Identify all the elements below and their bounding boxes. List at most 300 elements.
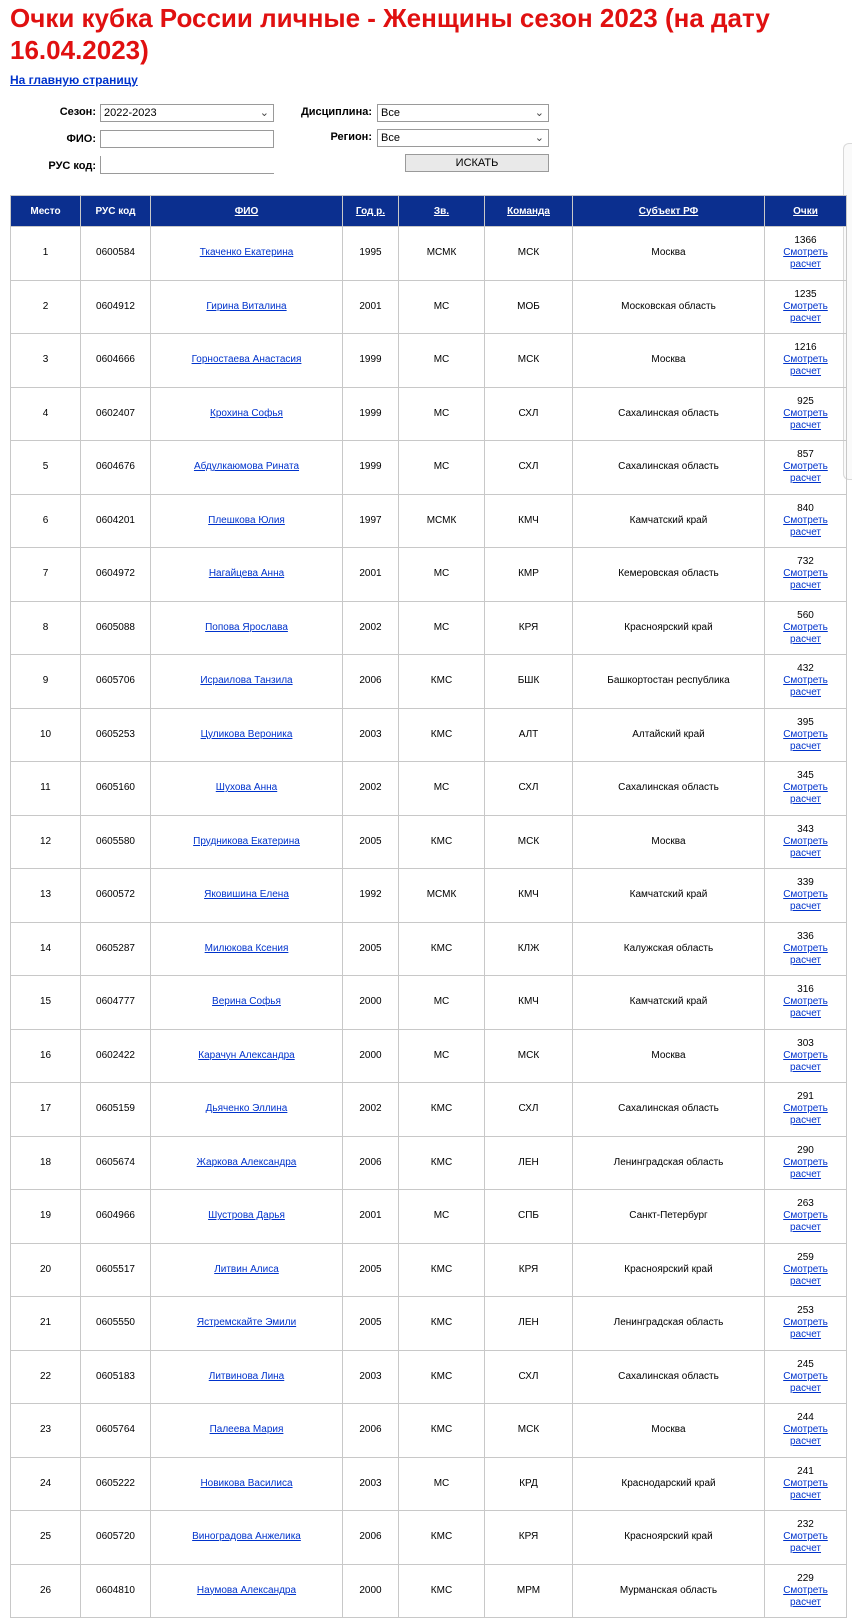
points-value: 253	[797, 1305, 814, 1317]
rus-code-label: РУС код:	[48, 160, 96, 172]
cell-place: 26	[11, 1564, 81, 1618]
cell-place: 18	[11, 1136, 81, 1190]
cell-region: Краснодарский край	[573, 1457, 765, 1511]
header-place: Место	[11, 196, 81, 227]
cell-place: 12	[11, 815, 81, 869]
table-row	[11, 1029, 847, 1083]
cell-place: 15	[11, 976, 81, 1030]
cell-fio	[151, 494, 343, 548]
cell-points	[765, 1029, 847, 1083]
table-row	[11, 548, 847, 602]
cell-region: Ленинградская область	[573, 1136, 765, 1190]
view-calc-link[interactable]: Смотреть расчет	[783, 621, 828, 645]
points-value: 1366	[794, 235, 817, 247]
cell-points	[765, 387, 847, 441]
athlete-name-link[interactable]: Ткаченко Екатерина	[199, 247, 294, 259]
view-calc-link[interactable]: Смотреть расчет	[783, 889, 828, 913]
cell-place: 3	[11, 334, 81, 388]
athlete-name-link[interactable]: Верина Софья	[212, 996, 281, 1008]
cell-points	[765, 280, 847, 334]
home-link[interactable]: На главную страницу	[10, 73, 138, 87]
cell-points	[765, 1564, 847, 1618]
cell-region: Красноярский край	[573, 601, 765, 655]
cell-region: Москва	[573, 227, 765, 281]
cell-fio	[151, 1029, 343, 1083]
table-row	[11, 1083, 847, 1137]
cell-rus-code: 0602407	[81, 387, 151, 441]
cell-rus-code: 0605550	[81, 1297, 151, 1351]
cell-rank: МСМК	[399, 869, 485, 923]
athlete-name-link[interactable]: Милюкова Ксения	[204, 942, 289, 954]
cell-year: 2005	[343, 1297, 399, 1351]
view-calc-link[interactable]: Смотреть расчет	[783, 1156, 828, 1180]
cell-rank: КМС	[399, 922, 485, 976]
header-region-sort[interactable]: Субъект РФ	[573, 196, 765, 227]
cell-points	[765, 1190, 847, 1244]
cell-fio	[151, 334, 343, 388]
cell-region: Калужская область	[573, 922, 765, 976]
cell-year: 1995	[343, 227, 399, 281]
cell-team: МСК	[485, 1404, 573, 1458]
points-value: 336	[797, 930, 814, 942]
cell-rank: КМС	[399, 1511, 485, 1565]
cell-points	[765, 976, 847, 1030]
cell-region: Сахалинская область	[573, 762, 765, 816]
athlete-name-link[interactable]: Горностаева Анастасия	[191, 354, 302, 366]
cell-region: Башкортостан республика	[573, 655, 765, 709]
table-row	[11, 227, 847, 281]
cell-region: Москва	[573, 815, 765, 869]
cell-points	[765, 1297, 847, 1351]
view-calc-link[interactable]: Смотреть расчет	[783, 407, 828, 431]
cell-rank: МС	[399, 976, 485, 1030]
header-team-sort[interactable]: Команда	[485, 196, 573, 227]
cell-fio	[151, 976, 343, 1030]
chevron-down-icon: ⌄	[534, 132, 544, 144]
points-value: 232	[797, 1519, 814, 1531]
cell-place: 17	[11, 1083, 81, 1137]
view-calc-link[interactable]: Смотреть расчет	[783, 835, 828, 859]
header-rank-sort[interactable]: Зв.	[399, 196, 485, 227]
cell-rank: МС	[399, 1457, 485, 1511]
cell-rank: МС	[399, 387, 485, 441]
cell-rank: МС	[399, 280, 485, 334]
points-value: 925	[797, 395, 814, 407]
cell-points	[765, 548, 847, 602]
points-value: 291	[797, 1091, 814, 1103]
cell-region: Красноярский край	[573, 1243, 765, 1297]
view-calc-link[interactable]: Смотреть расчет	[783, 1531, 828, 1555]
discipline-select[interactable]	[377, 104, 549, 122]
cell-place: 11	[11, 762, 81, 816]
cell-year: 2001	[343, 548, 399, 602]
athlete-name-link[interactable]: Исраилова Танзила	[200, 675, 293, 687]
table-row	[11, 655, 847, 709]
cell-place: 4	[11, 387, 81, 441]
cell-place: 8	[11, 601, 81, 655]
cell-place: 21	[11, 1297, 81, 1351]
view-calc-link[interactable]: Смотреть расчет	[783, 514, 828, 538]
table-row	[11, 1564, 847, 1618]
cell-region: Алтайский край	[573, 708, 765, 762]
cell-rank: МС	[399, 762, 485, 816]
cell-year: 2005	[343, 1243, 399, 1297]
cell-points	[765, 655, 847, 709]
cell-rank: КМС	[399, 1564, 485, 1618]
cell-points	[765, 441, 847, 495]
view-calc-link[interactable]: Смотреть расчет	[783, 1317, 828, 1341]
view-calc-link[interactable]: Смотреть расчет	[783, 1370, 828, 1394]
season-select[interactable]	[100, 104, 274, 122]
cell-points	[765, 1457, 847, 1511]
header-year-sort[interactable]: Год р.	[343, 196, 399, 227]
cell-rus-code: 0605674	[81, 1136, 151, 1190]
cell-rus-code: 0604777	[81, 976, 151, 1030]
cell-region: Камчатский край	[573, 869, 765, 923]
athlete-name-link[interactable]: Яковишина Елена	[204, 889, 289, 901]
region-select[interactable]	[377, 129, 549, 147]
cell-fio	[151, 1083, 343, 1137]
cell-points	[765, 227, 847, 281]
cell-region: Москва	[573, 1404, 765, 1458]
cell-rank: МС	[399, 1190, 485, 1244]
view-calc-link[interactable]: Смотреть расчет	[783, 1424, 828, 1448]
cell-place: 16	[11, 1029, 81, 1083]
table-row	[11, 869, 847, 923]
cell-fio	[151, 922, 343, 976]
cell-place: 9	[11, 655, 81, 709]
view-calc-link[interactable]: Смотреть расчет	[783, 568, 828, 592]
header-points-sort[interactable]: Очки	[765, 196, 847, 227]
cell-year: 2003	[343, 1457, 399, 1511]
cell-points	[765, 762, 847, 816]
cell-rus-code: 0605088	[81, 601, 151, 655]
cell-team: МСК	[485, 815, 573, 869]
cell-year: 2006	[343, 655, 399, 709]
cell-rank: МС	[399, 441, 485, 495]
cell-points	[765, 1404, 847, 1458]
cell-team: КРЯ	[485, 601, 573, 655]
header-fio-sort[interactable]: ФИО	[151, 196, 343, 227]
cell-fio	[151, 441, 343, 495]
discipline-value: Все	[381, 107, 400, 119]
points-value: 345	[797, 770, 814, 782]
season-label: Сезон:	[59, 106, 96, 118]
page-title: Очки кубка России личные - Женщины сезон 2023 (на дату 16.04.2023)	[10, 3, 770, 65]
points-value: 343	[797, 823, 814, 835]
cell-place: 5	[11, 441, 81, 495]
points-value: 432	[797, 663, 814, 675]
cell-fio	[151, 1404, 343, 1458]
cell-rank: МС	[399, 601, 485, 655]
cell-fio	[151, 655, 343, 709]
region-value: Все	[381, 132, 400, 144]
cell-rank: КМС	[399, 1243, 485, 1297]
table-row	[11, 922, 847, 976]
cell-points	[765, 869, 847, 923]
athlete-name-link[interactable]: Виноградова Анжелика	[192, 1531, 301, 1543]
view-calc-link[interactable]: Смотреть расчет	[783, 247, 828, 271]
athlete-name-link[interactable]: Шухова Анна	[215, 782, 278, 794]
athlete-name-link[interactable]: Шустрова Дарья	[208, 1210, 285, 1222]
cell-region: Камчатский край	[573, 976, 765, 1030]
cell-year: 2006	[343, 1136, 399, 1190]
cell-region: Мурманская область	[573, 1564, 765, 1618]
points-value: 857	[797, 449, 814, 461]
cell-rus-code: 0604972	[81, 548, 151, 602]
search-button[interactable]: ИСКАТЬ	[405, 154, 549, 172]
cell-place: 7	[11, 548, 81, 602]
cell-fio	[151, 869, 343, 923]
cell-year: 2000	[343, 1029, 399, 1083]
view-calc-link[interactable]: Смотреть расчет	[783, 354, 828, 378]
cell-points	[765, 1350, 847, 1404]
view-calc-link[interactable]: Смотреть расчет	[783, 675, 828, 699]
fio-input[interactable]	[100, 130, 274, 148]
view-calc-link[interactable]: Смотреть расчет	[783, 996, 828, 1020]
cell-points	[765, 1083, 847, 1137]
athlete-name-link[interactable]: Палеева Мария	[209, 1424, 284, 1436]
cell-place: 25	[11, 1511, 81, 1565]
cell-team: МСК	[485, 334, 573, 388]
cell-place: 24	[11, 1457, 81, 1511]
cell-year: 2003	[343, 708, 399, 762]
cell-fio	[151, 1350, 343, 1404]
cell-place: 2	[11, 280, 81, 334]
view-calc-link[interactable]: Смотреть расчет	[783, 1103, 828, 1127]
cell-points	[765, 708, 847, 762]
view-calc-link[interactable]: Смотреть расчет	[783, 1210, 828, 1234]
table-row	[11, 334, 847, 388]
region-label: Регион:	[330, 131, 372, 143]
cell-year: 2001	[343, 1190, 399, 1244]
cell-year: 2002	[343, 762, 399, 816]
cell-region: Московская область	[573, 280, 765, 334]
view-calc-link[interactable]: Смотреть расчет	[783, 728, 828, 752]
cell-year: 2000	[343, 976, 399, 1030]
cell-fio	[151, 1190, 343, 1244]
cell-rank: КМС	[399, 655, 485, 709]
athlete-name-link[interactable]: Прудникова Екатерина	[193, 835, 300, 847]
cell-rank: КМС	[399, 708, 485, 762]
cell-team: СХЛ	[485, 387, 573, 441]
cell-rus-code: 0605720	[81, 1511, 151, 1565]
cell-points	[765, 494, 847, 548]
cell-year: 1999	[343, 441, 399, 495]
cell-rus-code: 0605253	[81, 708, 151, 762]
athlete-name-link[interactable]: Плешкова Юлия	[208, 514, 285, 526]
cell-team: КМР	[485, 548, 573, 602]
points-value: 244	[797, 1412, 814, 1424]
cell-fio	[151, 1243, 343, 1297]
cell-rus-code: 0605160	[81, 762, 151, 816]
table-row	[11, 815, 847, 869]
cell-place: 23	[11, 1404, 81, 1458]
table-row	[11, 1297, 847, 1351]
cell-points	[765, 922, 847, 976]
cell-year: 2005	[343, 815, 399, 869]
points-value: 290	[797, 1144, 814, 1156]
chevron-down-icon: ⌄	[534, 107, 544, 119]
cell-rus-code: 0602422	[81, 1029, 151, 1083]
view-calc-link[interactable]: Смотреть расчет	[783, 782, 828, 806]
athlete-name-link[interactable]: Наумова Александра	[196, 1584, 297, 1596]
chevron-down-icon: ⌄	[259, 107, 269, 119]
cell-team: МРМ	[485, 1564, 573, 1618]
cell-fio	[151, 815, 343, 869]
cell-rus-code: 0600584	[81, 227, 151, 281]
view-calc-link[interactable]: Смотреть расчет	[783, 1263, 828, 1287]
view-calc-link[interactable]: Смотреть расчет	[783, 1477, 828, 1501]
cell-rus-code: 0605159	[81, 1083, 151, 1137]
points-value: 316	[797, 984, 814, 996]
athlete-name-link[interactable]: Абдулкаюмова Рината	[193, 461, 300, 473]
points-value: 259	[797, 1251, 814, 1263]
cell-region: Сахалинская область	[573, 1083, 765, 1137]
cell-year: 2003	[343, 1350, 399, 1404]
cell-fio	[151, 708, 343, 762]
cell-points	[765, 334, 847, 388]
cell-region: Санкт-Петербург	[573, 1190, 765, 1244]
cell-fio	[151, 762, 343, 816]
cell-rank: МС	[399, 334, 485, 388]
cell-rank: МСМК	[399, 494, 485, 548]
cell-place: 1	[11, 227, 81, 281]
view-calc-link[interactable]: Смотреть расчет	[783, 300, 828, 324]
cell-rus-code: 0604676	[81, 441, 151, 495]
table-row	[11, 762, 847, 816]
athlete-name-link[interactable]: Цуликова Вероника	[200, 728, 293, 740]
points-value: 1235	[794, 288, 817, 300]
view-calc-link[interactable]: Смотреть расчет	[783, 942, 828, 966]
points-value: 303	[797, 1037, 814, 1049]
cell-region: Сахалинская область	[573, 387, 765, 441]
table-row	[11, 280, 847, 334]
cell-points	[765, 1511, 847, 1565]
cell-rank: КМС	[399, 1083, 485, 1137]
cell-place: 22	[11, 1350, 81, 1404]
cell-rank: МС	[399, 1029, 485, 1083]
cell-team: КМЧ	[485, 869, 573, 923]
fio-label: ФИО:	[66, 133, 96, 145]
cell-rus-code: 0605287	[81, 922, 151, 976]
athlete-name-link[interactable]: Гирина Виталина	[206, 300, 287, 312]
athlete-name-link[interactable]: Жаркова Александра	[196, 1156, 297, 1168]
cell-year: 1999	[343, 387, 399, 441]
athlete-name-link[interactable]: Литвинова Лина	[208, 1370, 285, 1382]
view-calc-link[interactable]: Смотреть расчет	[783, 461, 828, 485]
rus-code-input[interactable]	[100, 156, 274, 174]
cell-fio	[151, 387, 343, 441]
cell-place: 19	[11, 1190, 81, 1244]
athlete-name-link[interactable]: Крохина Софья	[210, 407, 283, 419]
table-row	[11, 441, 847, 495]
cell-points	[765, 1243, 847, 1297]
cell-team: КРЯ	[485, 1243, 573, 1297]
table-row	[11, 1190, 847, 1244]
points-value: 840	[797, 502, 814, 514]
table-row	[11, 708, 847, 762]
cell-year: 2005	[343, 922, 399, 976]
cell-rus-code: 0605706	[81, 655, 151, 709]
table-row	[11, 1511, 847, 1565]
cell-region: Москва	[573, 334, 765, 388]
cell-fio	[151, 227, 343, 281]
table-row	[11, 494, 847, 548]
table-row	[11, 601, 847, 655]
athlete-name-link[interactable]: Ястремскайте Эмили	[196, 1317, 297, 1329]
points-value: 229	[797, 1572, 814, 1584]
cell-rus-code: 0605764	[81, 1404, 151, 1458]
cell-team: ЛЕН	[485, 1297, 573, 1351]
view-calc-link[interactable]: Смотреть расчет	[783, 1049, 828, 1073]
cell-fio	[151, 1511, 343, 1565]
cell-rank: МС	[399, 548, 485, 602]
cell-fio	[151, 548, 343, 602]
athlete-name-link[interactable]: Попова Ярослава	[205, 621, 288, 633]
cell-rus-code: 0604201	[81, 494, 151, 548]
cell-place: 20	[11, 1243, 81, 1297]
athlete-name-link[interactable]: Нагайцева Анна	[208, 568, 285, 580]
cell-region: Сахалинская область	[573, 1350, 765, 1404]
cell-place: 10	[11, 708, 81, 762]
cell-team: КМЧ	[485, 976, 573, 1030]
table-row	[11, 1457, 847, 1511]
cell-region: Кемеровская область	[573, 548, 765, 602]
cell-fio	[151, 1457, 343, 1511]
cell-team: СХЛ	[485, 1083, 573, 1137]
table-row	[11, 1243, 847, 1297]
cell-year: 2002	[343, 1083, 399, 1137]
cell-rank: КМС	[399, 1136, 485, 1190]
cell-fio	[151, 280, 343, 334]
cell-region: Сахалинская область	[573, 441, 765, 495]
athlete-name-link[interactable]: Карачун Александра	[198, 1049, 295, 1061]
table-row	[11, 1404, 847, 1458]
cell-points	[765, 601, 847, 655]
points-value: 560	[797, 609, 814, 621]
cell-team: БШК	[485, 655, 573, 709]
cell-fio	[151, 601, 343, 655]
cell-rank: КМС	[399, 1297, 485, 1351]
table-row	[11, 976, 847, 1030]
athlete-name-link[interactable]: Новикова Василиса	[200, 1477, 293, 1489]
athlete-name-link[interactable]: Литвин Алиса	[214, 1263, 279, 1275]
cell-year: 1992	[343, 869, 399, 923]
cell-region: Москва	[573, 1029, 765, 1083]
view-calc-link[interactable]: Смотреть расчет	[783, 1584, 828, 1608]
athlete-name-link[interactable]: Дьяченко Эллина	[205, 1103, 288, 1115]
cell-team: КРД	[485, 1457, 573, 1511]
cell-year: 1999	[343, 334, 399, 388]
cell-place: 6	[11, 494, 81, 548]
cell-year: 2001	[343, 280, 399, 334]
cell-rus-code: 0604810	[81, 1564, 151, 1618]
cell-team: ЛЕН	[485, 1136, 573, 1190]
cell-place: 13	[11, 869, 81, 923]
cell-team: СХЛ	[485, 1350, 573, 1404]
points-value: 241	[797, 1465, 814, 1477]
points-value: 339	[797, 877, 814, 889]
cell-team: МОБ	[485, 280, 573, 334]
table-header-row	[11, 196, 847, 227]
cell-region: Ленинградская область	[573, 1297, 765, 1351]
cell-rus-code: 0605183	[81, 1350, 151, 1404]
cell-region: Красноярский край	[573, 1511, 765, 1565]
cell-rank: КМС	[399, 1404, 485, 1458]
points-value: 732	[797, 556, 814, 568]
cell-fio	[151, 1297, 343, 1351]
